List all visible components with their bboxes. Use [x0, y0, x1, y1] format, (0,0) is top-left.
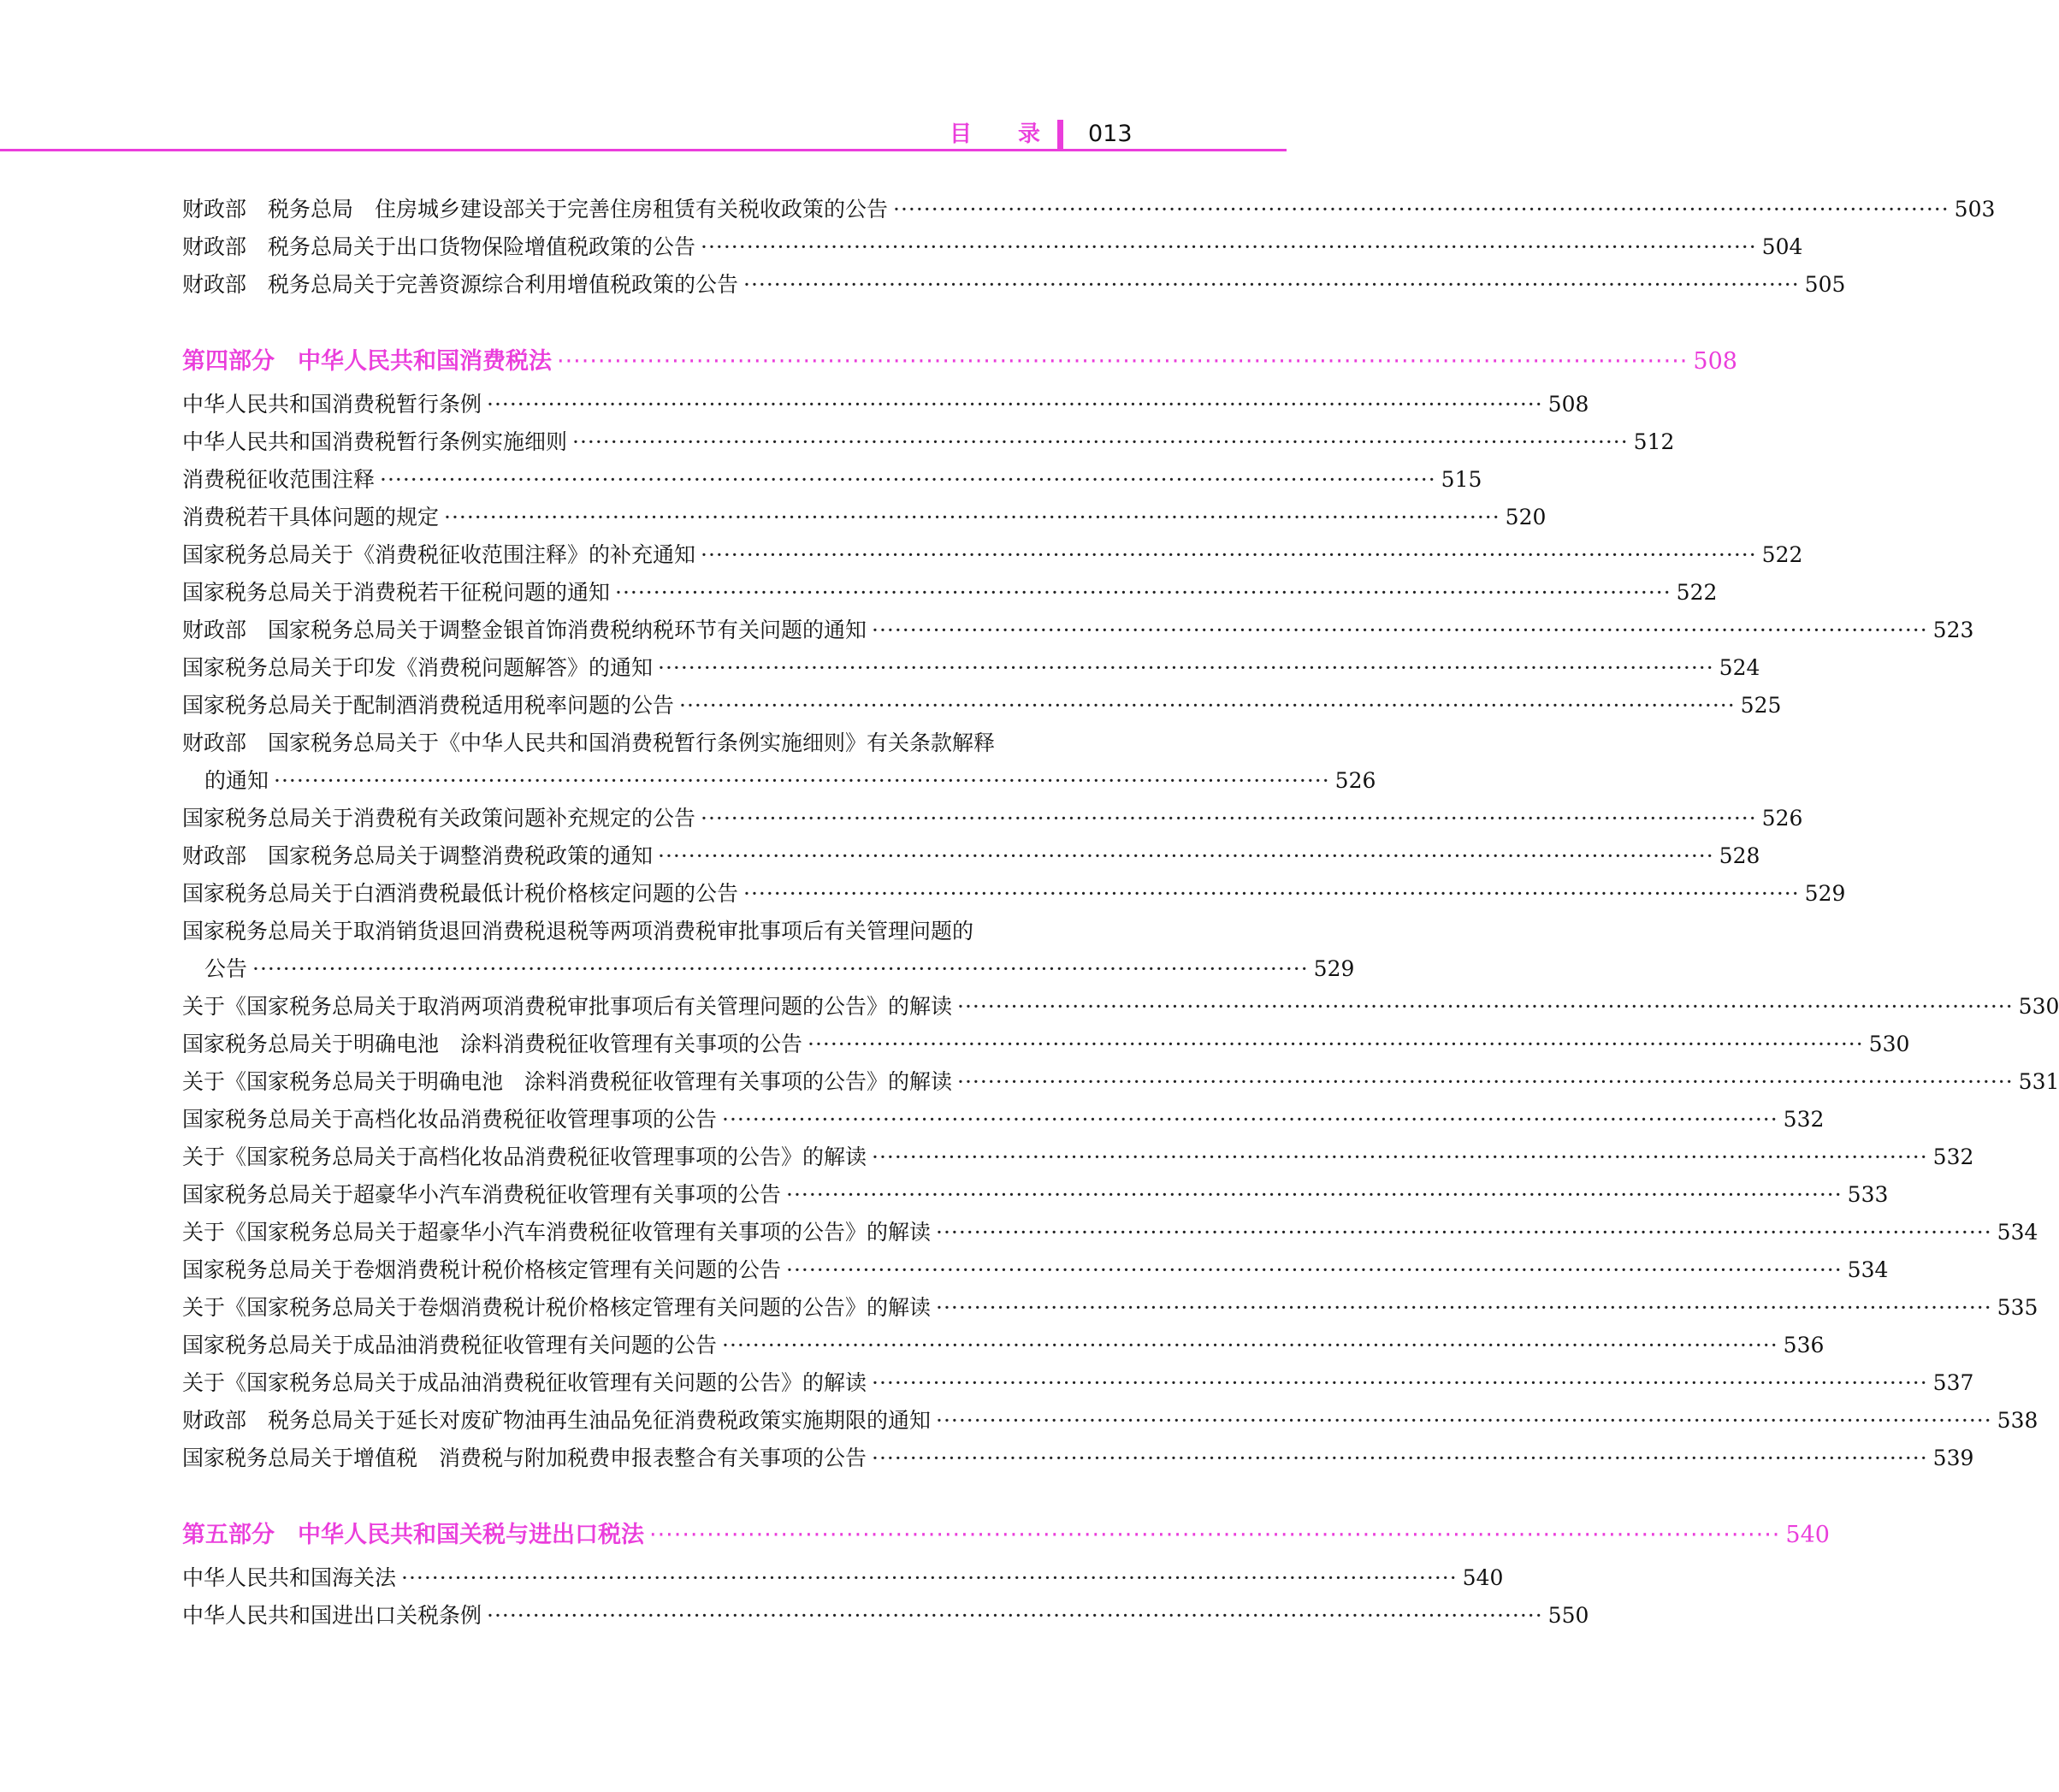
toc-leader: ·········································································································································· — [679, 693, 1736, 718]
toc-entry[interactable] — [182, 1288, 2038, 1322]
toc-entry[interactable] — [182, 874, 1846, 908]
toc-entry-title-line1[interactable]: 国家税务总局关于取消销货退回消费税退税等两项消费税审批事项后有关管理问题的 — [182, 919, 974, 943]
toc-leader: ·········································································································································· — [701, 234, 1757, 259]
toc-entry-title: 国家税务总局关于成品油消费税征收管理有关问题的公告 — [182, 1333, 718, 1357]
toc-entry-title-line1[interactable]: 财政部 国家税务总局关于《中华人民共和国消费税暂行条例实施细则》有关条款解释 — [182, 730, 996, 755]
toc-entry[interactable] — [182, 837, 1760, 871]
toc-leader: ·········································································································································· — [872, 1144, 1928, 1169]
section-page: 540 — [1785, 1522, 1830, 1548]
toc-entry[interactable] — [182, 686, 1782, 720]
toc-leader: ·········································································································································· — [743, 881, 1800, 906]
toc-entry-title: 财政部 国家税务总局关于调整消费税政策的通知 — [182, 843, 654, 868]
section-heading-4[interactable] — [182, 342, 1737, 376]
toc-entry-page: 529 — [1804, 881, 1846, 906]
toc-leader: ·········································································································································· — [786, 1257, 1843, 1282]
toc-leader: ·········································································································································· — [380, 467, 1436, 492]
toc-entry[interactable] — [182, 190, 1996, 224]
toc-entry-page: 515 — [1441, 467, 1482, 492]
toc-entry-page: 523 — [1932, 618, 1974, 642]
toc-entry[interactable] — [182, 1363, 1974, 1398]
toc-entry[interactable] — [182, 1326, 1825, 1360]
toc-entry-page: 533 — [1847, 1182, 1889, 1207]
toc-entry-title: 中华人民共和国进出口关税条例 — [182, 1603, 482, 1628]
toc-entry-page: 530 — [2018, 994, 2059, 1019]
toc-leader: ·········································································································································· — [444, 505, 1500, 529]
toc-leader: ·········································································································································· — [743, 272, 1800, 297]
toc-entry[interactable] — [182, 1213, 2038, 1247]
toc-entry-title: 财政部 税务总局关于延长对废矿物油再生油品免征消费税政策实施期限的通知 — [182, 1408, 932, 1433]
toc-entry[interactable] — [182, 228, 1803, 262]
toc-entry-title: 财政部 税务总局 住房城乡建设部关于完善住房租赁有关税收政策的公告 — [182, 197, 889, 222]
toc-entry-title: 国家税务总局关于配制酒消费税适用税率问题的公告 — [182, 693, 675, 718]
toc-entry-page: 522 — [1676, 580, 1718, 605]
toc-leader: ·········································································································································· — [649, 1522, 1781, 1548]
toc-entry[interactable] — [182, 1175, 1889, 1209]
toc-leader: ·········································································································································· — [936, 1408, 1992, 1433]
toc-entry-page: 528 — [1719, 843, 1760, 868]
toc-entry[interactable] — [182, 1251, 1889, 1285]
toc-entry[interactable] — [204, 949, 1355, 984]
toc-entry-title: 中华人民共和国消费税暂行条例 — [182, 392, 482, 417]
toc-entry-title: 中华人民共和国消费税暂行条例实施细则 — [182, 429, 568, 454]
header-title-char-2: 录 — [1018, 121, 1041, 147]
section-heading-5[interactable] — [182, 1516, 1830, 1550]
toc-leader: ·········································································································································· — [615, 580, 1671, 605]
toc-leader: ·········································································································································· — [274, 768, 1330, 793]
header-page-number: 013 — [1088, 121, 1133, 147]
toc-entry[interactable] — [182, 460, 1482, 494]
header-accent-bar — [1057, 120, 1063, 149]
toc-entry-title: 关于《国家税务总局关于超豪华小汽车消费税征收管理有关事项的公告》的解读 — [182, 1220, 932, 1245]
toc-entry-title: 关于《国家税务总局关于成品油消费税征收管理有关问题的公告》的解读 — [182, 1370, 867, 1395]
toc-entry-page: 534 — [1847, 1257, 1889, 1282]
toc-leader: ·········································································································································· — [701, 806, 1757, 831]
toc-entry-page: 536 — [1783, 1333, 1825, 1357]
toc-leader: ·········································································································································· — [701, 542, 1757, 567]
toc-entry-title: 国家税务总局关于超豪华小汽车消费税征收管理有关事项的公告 — [182, 1182, 782, 1207]
header-rule — [0, 149, 1287, 151]
toc-entry[interactable] — [182, 1596, 1589, 1630]
toc-entry-page: 529 — [1313, 956, 1355, 981]
toc-entry-title: 国家税务总局关于明确电池 涂料消费税征收管理有关事项的公告 — [182, 1032, 803, 1056]
toc-entry[interactable] — [182, 1401, 2038, 1435]
toc-entry-title: 消费税若干具体问题的规定 — [182, 505, 440, 529]
toc-entry-title: 关于《国家税务总局关于卷烟消费税计税价格核定管理有关问题的公告》的解读 — [182, 1295, 932, 1320]
toc-leader: ·········································································································································· — [872, 1370, 1928, 1395]
toc-entry-title: 公告 — [204, 956, 248, 981]
toc-entry-title: 国家税务总局关于消费税有关政策问题补充规定的公告 — [182, 806, 696, 831]
toc-entry-page: 508 — [1547, 392, 1589, 417]
toc-entry-title: 财政部 税务总局关于完善资源综合利用增值税政策的公告 — [182, 272, 739, 297]
toc-entry-title: 财政部 国家税务总局关于调整金银首饰消费税纳税环节有关问题的通知 — [182, 618, 867, 642]
toc-entry-title: 国家税务总局关于高档化妆品消费税征收管理事项的公告 — [182, 1107, 718, 1132]
toc-entry[interactable] — [204, 761, 1376, 795]
toc-leader: ·········································································································································· — [252, 956, 1309, 981]
toc-entry-page: 537 — [1932, 1370, 1974, 1395]
toc-entry[interactable] — [182, 573, 1718, 607]
toc-entry[interactable] — [182, 1558, 1504, 1593]
toc-entry-page: 520 — [1505, 505, 1547, 529]
toc-entry-page: 532 — [1783, 1107, 1825, 1132]
section-title: 第五部分 中华人民共和国关税与进出口税法 — [182, 1522, 644, 1548]
toc-entry-page: 539 — [1932, 1446, 1974, 1470]
toc-entry-title: 国家税务总局关于增值税 消费税与附加税费申报表整合有关事项的公告 — [182, 1446, 867, 1470]
toc-entry-page: 526 — [1334, 768, 1376, 793]
toc-leader: ·········································································································································· — [722, 1333, 1778, 1357]
toc-entry-page: 505 — [1804, 272, 1846, 297]
toc-entry[interactable] — [182, 1439, 1974, 1473]
toc-entry-page: 534 — [1997, 1220, 2038, 1245]
toc-entry[interactable] — [182, 799, 1803, 833]
toc-leader: ·········································································································································· — [893, 197, 1950, 222]
toc-entry-title: 关于《国家税务总局关于高档化妆品消费税征收管理事项的公告》的解读 — [182, 1144, 867, 1169]
toc-entry[interactable] — [182, 1062, 2059, 1097]
toc-entry-page: 503 — [1954, 197, 1996, 222]
toc-entry[interactable] — [182, 265, 1846, 299]
toc-entry-title: 国家税务总局关于卷烟消费税计税价格核定管理有关问题的公告 — [182, 1257, 782, 1282]
toc-entry[interactable] — [182, 423, 1675, 457]
toc-entry-title: 中华人民共和国海关法 — [182, 1565, 397, 1590]
toc-entry-title: 财政部 税务总局关于出口货物保险增值税政策的公告 — [182, 234, 696, 259]
page-header — [0, 118, 1287, 152]
toc-entry[interactable] — [182, 1100, 1825, 1134]
toc-leader: ·········································································································································· — [872, 1446, 1928, 1470]
toc-leader: ·········································································································································· — [658, 843, 1714, 868]
toc-entry-page: 526 — [1761, 806, 1803, 831]
toc-leader: ·········································································································································· — [936, 1295, 1992, 1320]
toc-leader: ·········································································································································· — [557, 348, 1689, 375]
toc-entry-page: 538 — [1997, 1408, 2038, 1433]
toc-entry[interactable] — [182, 611, 1974, 645]
toc-entry-page: 540 — [1462, 1565, 1504, 1590]
toc-leader: ·········································································································································· — [572, 429, 1629, 454]
toc-leader: ·········································································································································· — [786, 1182, 1843, 1207]
toc-entry-title: 国家税务总局关于白酒消费税最低计税价格核定问题的公告 — [182, 881, 739, 906]
toc-leader: ·········································································································································· — [487, 392, 1543, 417]
toc-leader: ·········································································································································· — [957, 994, 2014, 1019]
toc-entry[interactable] — [182, 1025, 1910, 1059]
toc-entry-page: 522 — [1761, 542, 1803, 567]
toc-leader: ·········································································································································· — [957, 1069, 2014, 1094]
toc-entry[interactable] — [182, 648, 1760, 683]
toc-entry-page: 504 — [1761, 234, 1803, 259]
toc-entry-page: 531 — [2018, 1069, 2059, 1094]
toc-leader: ·········································································································································· — [658, 655, 1714, 680]
section-page: 508 — [1693, 348, 1737, 375]
toc-entry[interactable] — [182, 535, 1803, 570]
toc-leader: ·········································································································································· — [487, 1603, 1543, 1628]
toc-entry[interactable] — [182, 498, 1547, 532]
toc-entry-page: 535 — [1997, 1295, 2038, 1320]
toc-entry-title: 的通知 — [204, 768, 269, 793]
section-title: 第四部分 中华人民共和国消费税法 — [182, 348, 552, 375]
toc-entry[interactable] — [182, 1138, 1974, 1172]
toc-leader: ·········································································································································· — [808, 1032, 1864, 1056]
toc-leader: ·········································································································································· — [722, 1107, 1778, 1132]
toc-entry-page: 524 — [1719, 655, 1760, 680]
toc-entry-title: 国家税务总局关于《消费税征收范围注释》的补充通知 — [182, 542, 696, 567]
toc-entry-title: 国家税务总局关于消费税若干征税问题的通知 — [182, 580, 611, 605]
header-title-char-1: 目 — [950, 121, 973, 147]
toc-entry[interactable] — [182, 385, 1589, 419]
toc-entry-page: 532 — [1932, 1144, 1974, 1169]
toc-entry-page: 550 — [1547, 1603, 1589, 1628]
toc-entry-page: 512 — [1633, 429, 1675, 454]
toc-leader: ·········································································································································· — [936, 1220, 1992, 1245]
toc-entry-page: 525 — [1740, 693, 1782, 718]
toc-entry-page: 530 — [1868, 1032, 1910, 1056]
toc-leader: ·········································································································································· — [872, 618, 1928, 642]
toc-entry-title: 消费税征收范围注释 — [182, 467, 376, 492]
toc-leader: ·········································································································································· — [401, 1565, 1458, 1590]
toc-entry[interactable] — [182, 987, 2059, 1021]
toc-entry-title: 关于《国家税务总局关于取消两项消费税审批事项后有关管理问题的公告》的解读 — [182, 994, 953, 1019]
toc-entry-title: 国家税务总局关于印发《消费税问题解答》的通知 — [182, 655, 654, 680]
toc-entry-title: 关于《国家税务总局关于明确电池 涂料消费税征收管理有关事项的公告》的解读 — [182, 1069, 953, 1094]
